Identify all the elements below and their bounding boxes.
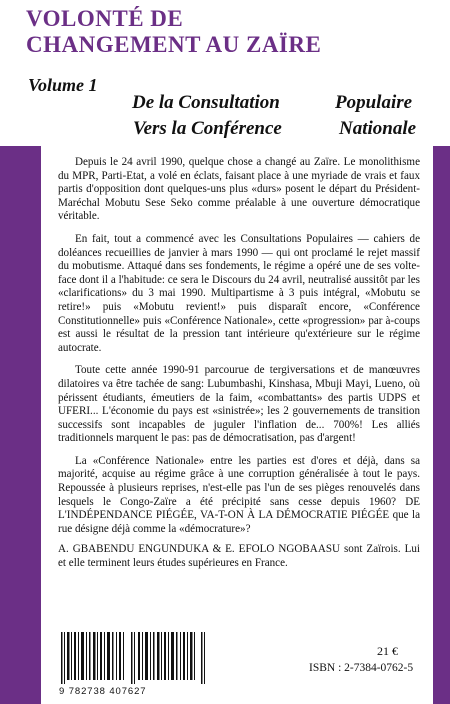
text-panel xyxy=(41,146,433,704)
author-note: A. GBABENDU ENGUNDUKA & E. EFOLO NGOBAASU sont Zaïrois. Lui et elle terminent leurs études supérieures en France. xyxy=(58,543,420,570)
barcode-number: 9 782738 407627 xyxy=(59,686,147,697)
volume-label: Volume 1 xyxy=(28,75,98,95)
paragraph-2: En fait, tout a commencé avec les Consultations Populaires — cahiers de doléances recueillies de janvier à mars 1990 — qui ont proclamé le rejet massif du mobutisme. Attaqué dans ses fondements, le régime a opéré une de ses volte-face dont il a l'habitude: ce sera le Discours du 24 avril, neutralisé aussitôt par les «clarifications» du 3 mai 1990. Multipartisme à 3 puis intégral, «Mobutu se retire!» puis «Mobutu revient!» puis disparaît encore, «Conférence Constitutionnelle» puis «Conférence Nationale», cette «progression» par à-coups est aussi le résultat de la pression tant intérieure qu'extérieure sur le régime autocrate. xyxy=(58,232,420,354)
book-title xyxy=(26,6,321,58)
cover-header xyxy=(0,0,450,146)
barcode xyxy=(59,632,209,684)
paragraph-4: La «Conférence Nationale» entre les parties est d'ores et déjà, dans sa majorité, acquise au régime grâce à une corruption généralisée à tout le pays. Repoussée à plusieurs reprises, n'est-elle pas l'un de ses pièges renouvelés dans lesquels le Congo-Zaïre a été précipité sans cesse depuis 1960? DE L'INDÉPENDANCE PIÉGÉE, VA-T-ON À LA DÉMOCRATIE PIÉGÉE que la rue désigne déjà comme la «démocrature»? xyxy=(58,454,420,535)
subtitle-part-4: Nationale xyxy=(339,118,417,139)
blurb xyxy=(58,156,420,580)
paragraph-1: Depuis le 24 avril 1990, quelque chose a changé au Zaïre. Le monolithisme du MPR, Parti-Etat, a volé en éclats, faisant place à une myriade de vrais et faux partis d'opposition dont quelques-uns plus «durs» posent le départ du Président-Maréchal Mobutu Sese Seko comme préalable à une ouverture démocratique véritable. xyxy=(58,156,420,223)
subtitle-part-1: De la Consultation xyxy=(132,92,280,113)
title-line-1: VOLONTÉ DE xyxy=(26,6,184,31)
title-line-2: CHANGEMENT AU ZAÏRE xyxy=(26,32,322,57)
paragraph-3: Toute cette année 1990-91 parcourue de tergiversations et de manœuvres dilatoires va être tachée de sang: Lubumbashi, Kinshasa, Mbuji Mayi, Lueno, où périssent étudiants, émeutiers de la faim, «combattants» des partis UDPS et UFERI... L'économie du pays est «sinistrée»; les 2 gouvernements de transition successifs sont incapables de juguler l'inflation de... 700%! Les alliés traditionnels marquent le pas: pas de démocratisation, pas d'argent! xyxy=(58,364,420,445)
subtitle-part-2: Populaire xyxy=(335,92,413,113)
isbn: ISBN : 2-7384-0762-5 xyxy=(309,662,414,674)
price: 21 € xyxy=(377,644,398,658)
subtitle-part-3: Vers la Conférence xyxy=(133,118,282,139)
